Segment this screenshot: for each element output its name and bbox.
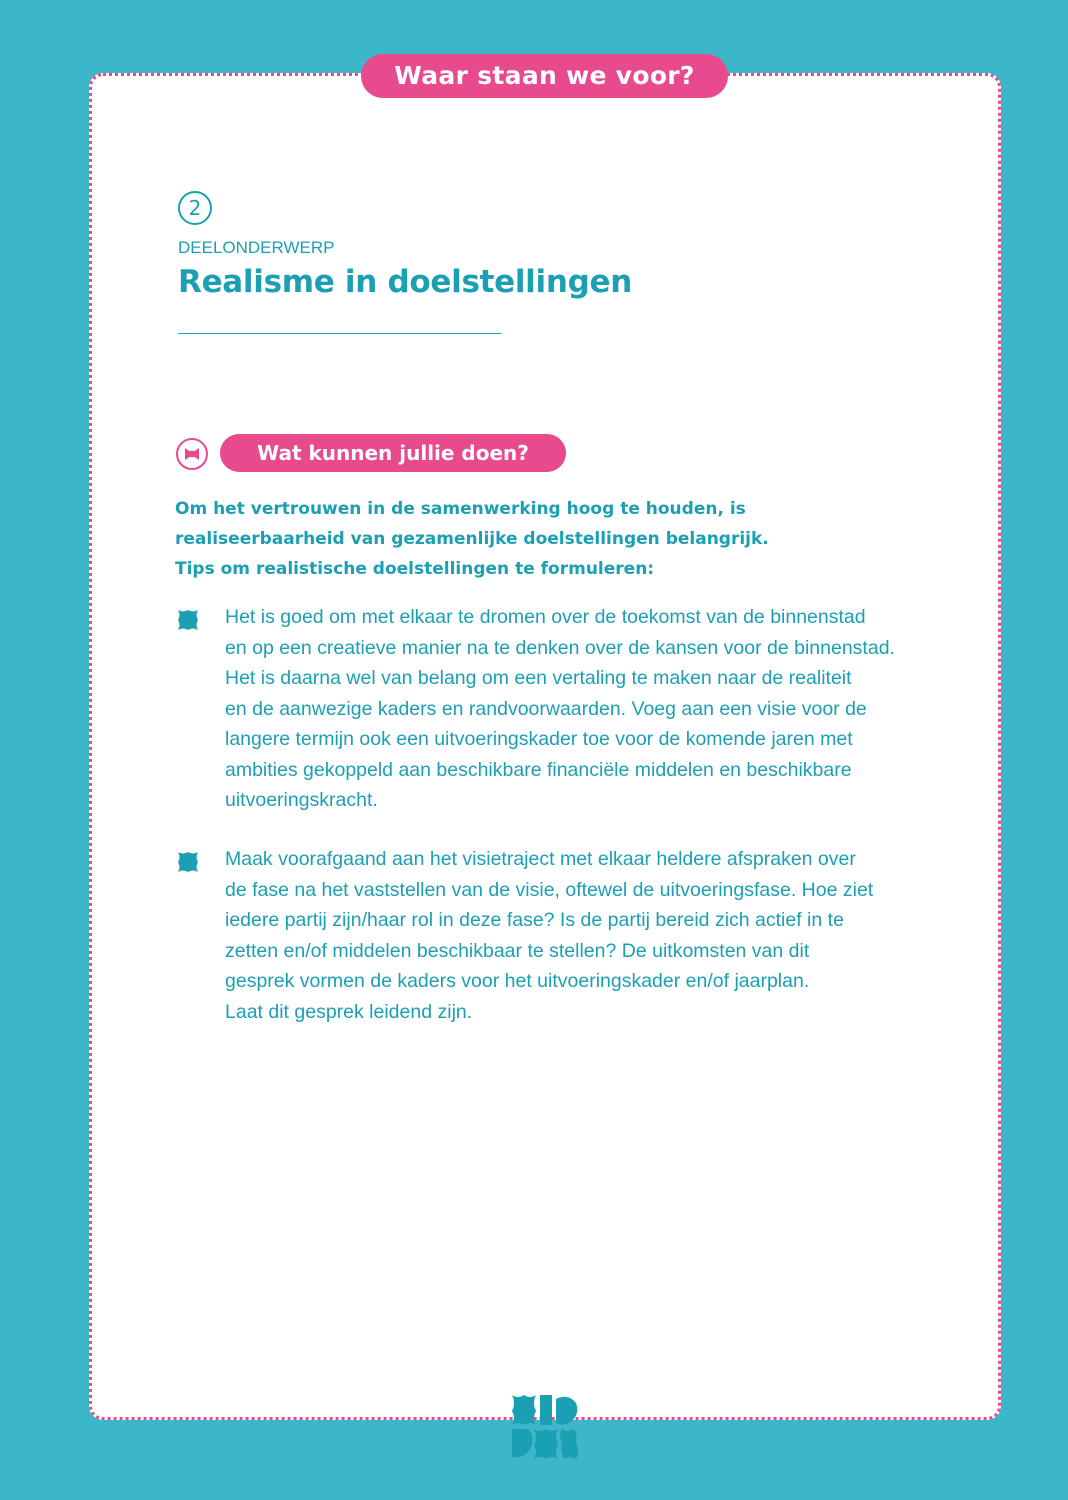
tip-line: uitvoeringskracht. bbox=[225, 789, 378, 811]
tip-line: Laat dit gesprek leidend zijn. bbox=[225, 1000, 473, 1023]
intro-line: Om het vertrouwen in de samenwerking hoog te houden, is bbox=[175, 499, 746, 519]
tip-text bbox=[225, 602, 985, 816]
tip-line: Het is goed om met elkaar te dromen over de toekomst van de binnenstad bbox=[225, 606, 866, 628]
clover-icon bbox=[178, 852, 198, 872]
tip-line: iedere partij zijn/haar rol in deze fase? Is de partij bereid zich actief in te bbox=[225, 909, 844, 931]
tip-line: Het is daarna wel van belang om een vertaling te maken naar de realiteit bbox=[225, 667, 852, 689]
intro-line: realiseerbaarheid van gezamenlijke doelstellingen belangrijk. bbox=[175, 529, 769, 549]
tip-line: ambities gekoppeld aan beschikbare financiële middelen en beschikbare bbox=[225, 758, 852, 781]
section-number: 2 bbox=[178, 191, 212, 225]
tip-line: en op een creatieve manier na te denken over de kansen voor de binnenstad. bbox=[225, 636, 895, 659]
tip-line: Maak voorafgaand aan het visietraject met elkaar heldere afspraken over bbox=[225, 848, 856, 870]
tip-line: langere termijn ook een uitvoeringskader toe voor de komende jaren met bbox=[225, 728, 853, 750]
clover-icon bbox=[178, 610, 198, 630]
intro-text bbox=[175, 494, 965, 584]
bowtie-icon bbox=[176, 438, 208, 470]
page-title: Realisme in doelstellingen bbox=[178, 264, 632, 300]
brand-logo bbox=[510, 1393, 580, 1460]
tip-line: gesprek vormen de kaders voor het uitvoeringskader en/of jaarplan. bbox=[225, 970, 810, 992]
subtopic-label: DEELONDERWERP bbox=[178, 238, 335, 257]
intro-line: Tips om realistische doelstellingen te formuleren: bbox=[175, 559, 655, 579]
tip-line: en de aanwezige kaders en randvoorwaarden. Voeg aan een visie voor de bbox=[225, 697, 867, 720]
tip-line: zetten en/of middelen beschikbaar te stellen? De uitkomsten van dit bbox=[225, 939, 810, 962]
header-pill: Waar staan we voor? bbox=[361, 54, 728, 98]
title-divider bbox=[178, 333, 501, 334]
section-pill: Wat kunnen jullie doen? bbox=[220, 434, 566, 472]
tip-line: de fase na het vaststellen van de visie, oftewel de uitvoeringsfase. Hoe ziet bbox=[225, 878, 874, 901]
tip-text bbox=[225, 844, 985, 1027]
